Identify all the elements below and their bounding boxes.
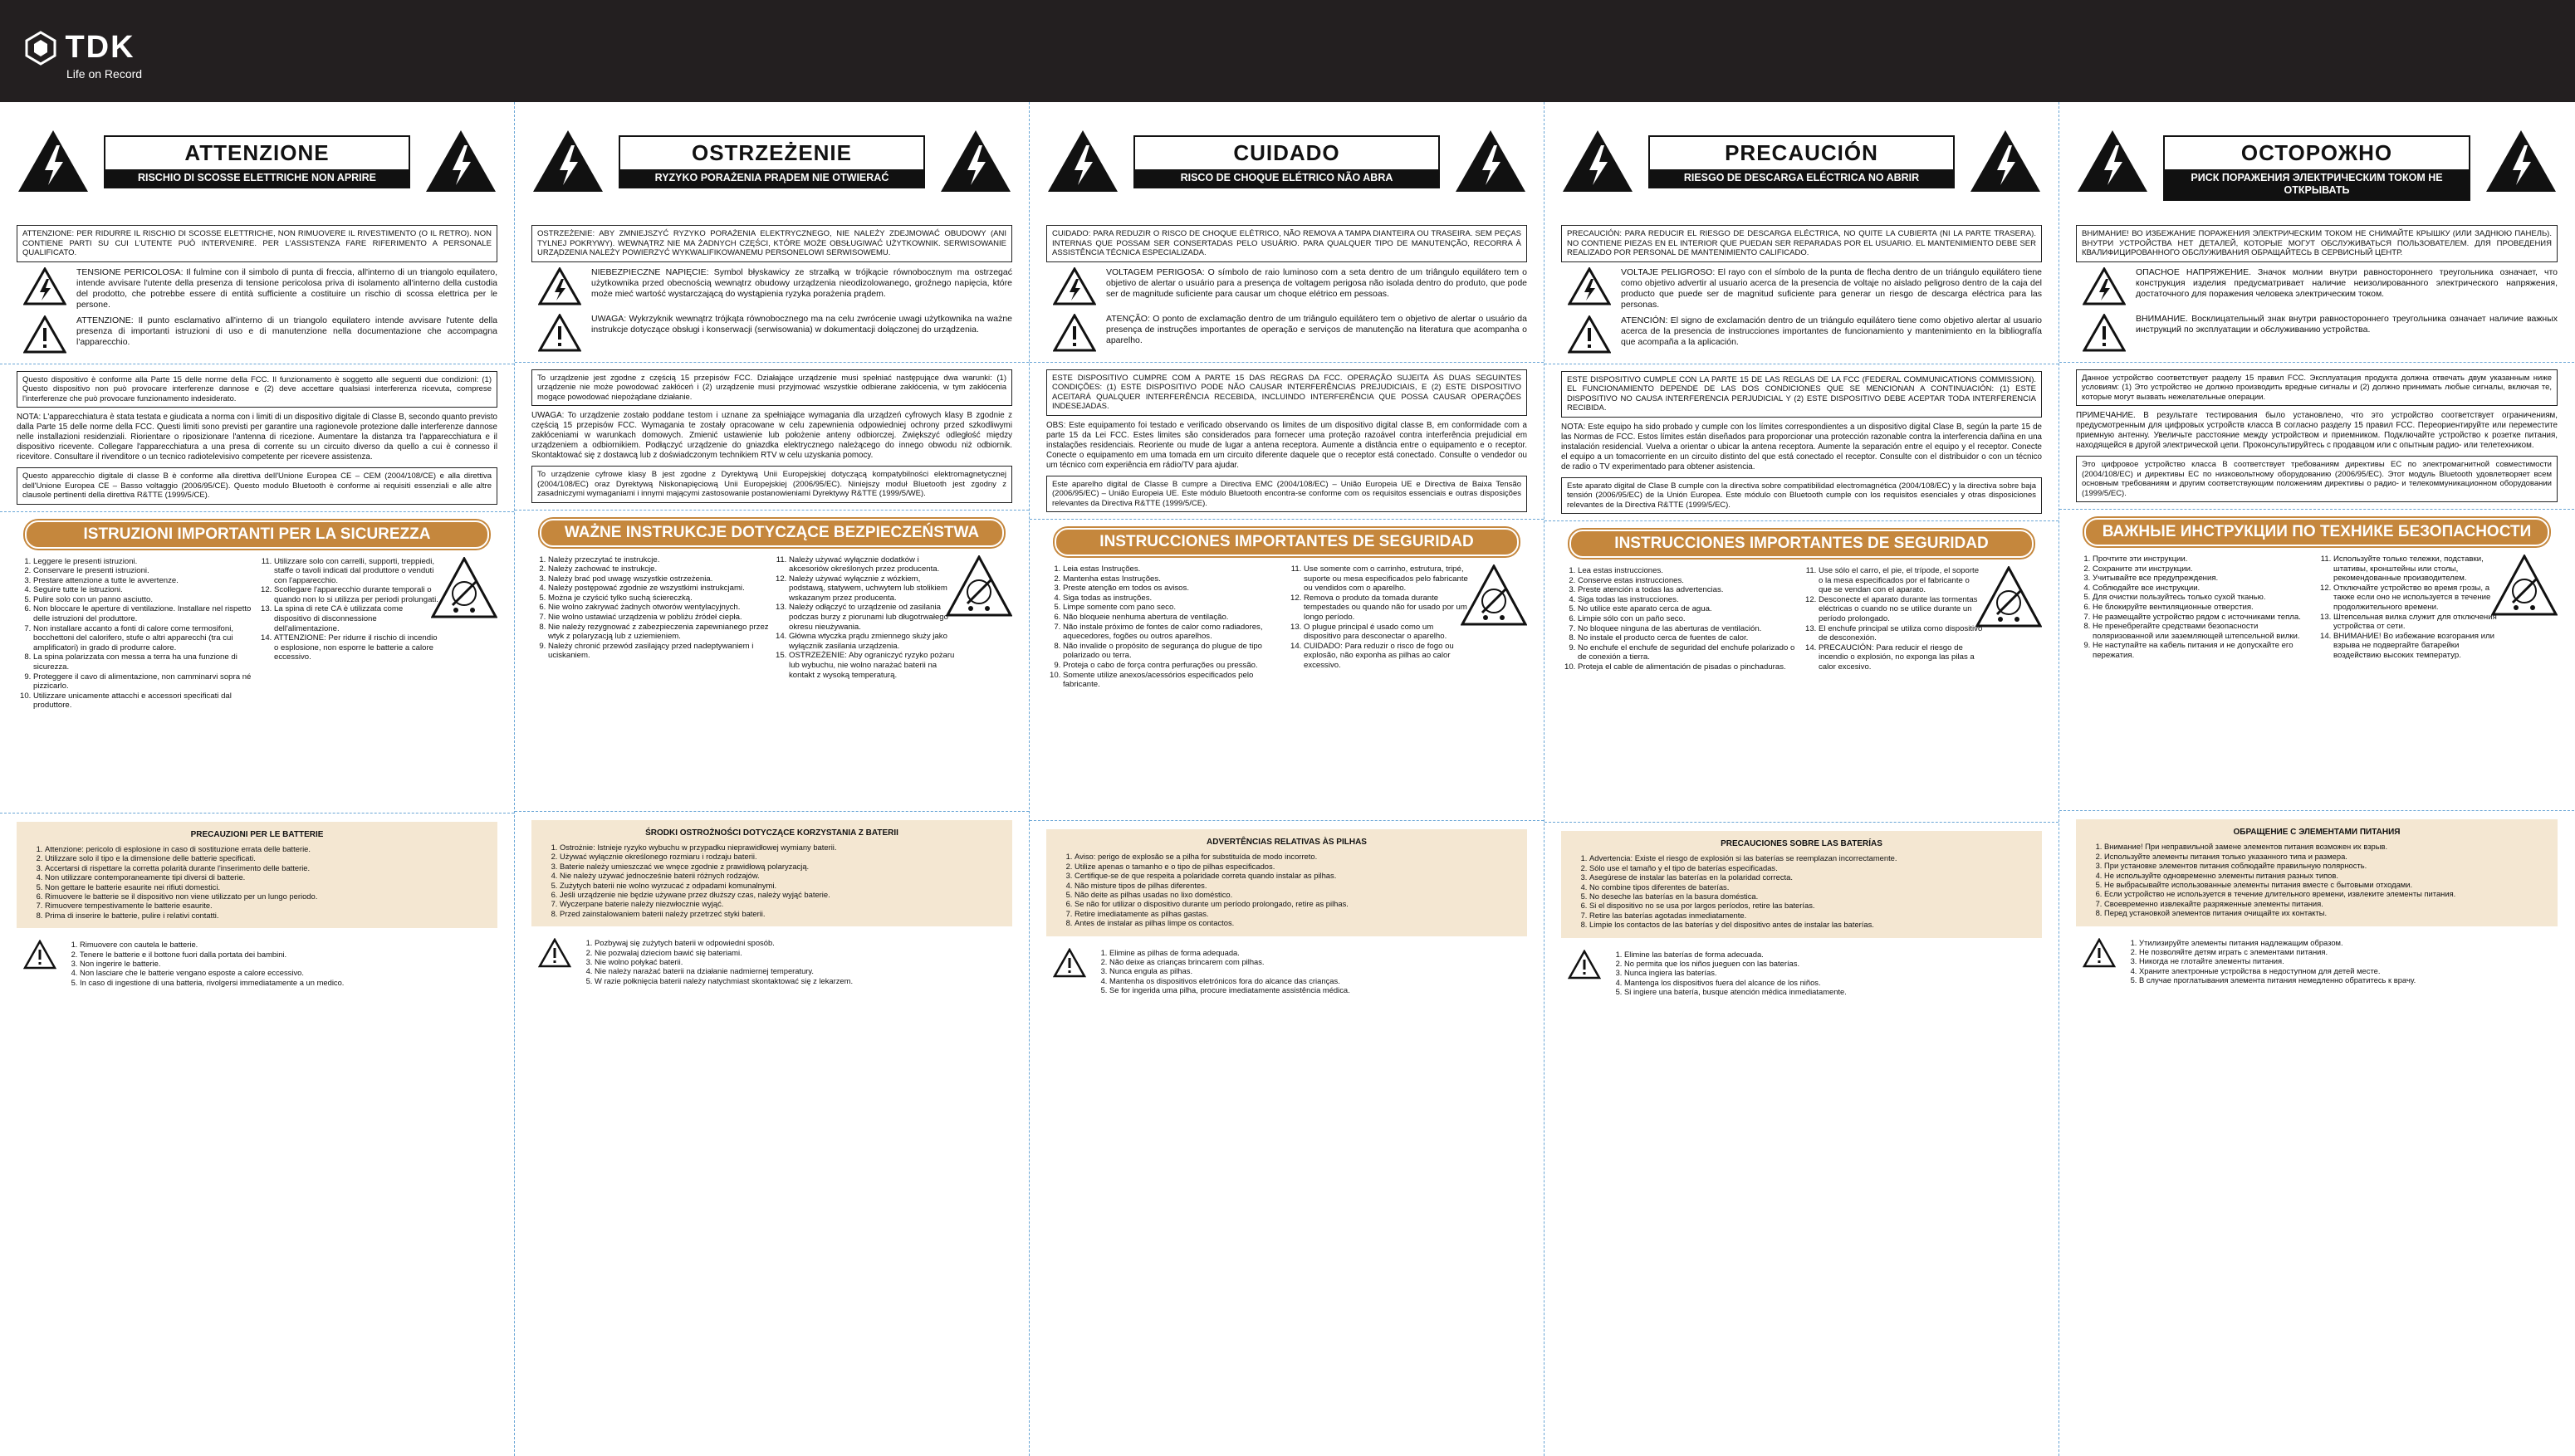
- dangerous-voltage-text: TENSIONE PERICOLOSA: Il fulmine con il simbolo di punta di freccia, all'interno di un triangolo equilatero, intende avvisare l'utente della presenza di tensione pericolosa priva di isolamento all'interno della custodia del prodotto, che potrebbe essere di entità sufficiente a costituire un rischio di scossa elettrica per le persone.: [76, 266, 497, 310]
- list-item: 4. Не используйте одновременно элементы питания разных типов.: [2104, 871, 2546, 880]
- list-item: 6. Se não for utilizar o dispositivo durante um período prolongado, retire as pilhas.: [1075, 899, 1515, 908]
- list-item: 7. Nie wolno ustawiać urządzenia w pobliżu źródeł ciepła.: [548, 613, 772, 623]
- cart-warning-icon: [1461, 564, 1527, 626]
- safety-list-1: [1046, 564, 1287, 690]
- lightning-triangle-icon: [2083, 267, 2126, 305]
- list-item: 9. Proteggere il cavo di alimentazione, non camminarvi sopra né pizzicarlo.: [33, 672, 257, 691]
- safety-list-2: [257, 557, 440, 663]
- list-item: 8. Prima di inserire le batterie, pulire i relativi contatti.: [45, 911, 486, 920]
- list-item: 9. Należy chronić przewód zasilający przed nadeptywaniem i uciskaniem.: [548, 642, 772, 661]
- list-item: 2. Sólo use el tamaño y el tipo de baterías especificadas.: [1589, 863, 2030, 872]
- battery-disposal: [1046, 948, 1527, 995]
- dangerous-voltage-text: VOLTAGEM PERIGOSA: O símbolo de raio luminoso com a seta dentro de um triângulo equilátero tem o objetivo de alertar o usuário para a presença de voltagem perigosa não isolada dentro do produto, que pode ser de magnitude suficiente para causar um choque elétrico em pessoas.: [1106, 266, 1527, 299]
- warning-title: OSTRZEŻENIE: [691, 140, 852, 165]
- dangerous-voltage-note: [2076, 267, 2558, 309]
- list-item: 12. Отключайте устройство во время грозы, а также если оно не используется в течение продолжительного времени.: [2333, 584, 2499, 613]
- list-item: 12. Scollegare l'apparecchio durante temporali o quando non lo si utilizza per periodi prolungati.: [274, 585, 440, 604]
- safety-list-1: [531, 555, 772, 662]
- list-item: 1. Ostrożnie: Istnieje ryzyko wybuchu w przypadku nieprawidłowej wymiany baterii.: [560, 843, 1001, 852]
- dangerous-voltage-text: VOLTAJE PELIGROSO: El rayo con el símbolo de la punta de flecha dentro de un triángulo equilátero tiene como objetivo advertir al usuario acerca de la presencia de voltaje no aislado peligroso dentro de la caja del producto que puede ser de magnitud suficiente para generar un riesgo de descarga eléctrica para las personas.: [1621, 266, 2042, 310]
- safety-list-2: [772, 555, 955, 681]
- ce-statement: Este aparelho digital de Classe B cumpre a Directiva EMC (2004/108/EC) – União Europeia UE e Directiva de Baixa Tensão (2006/95/EC) – União Europeia UE. Este módulo Bluetooth encontra-se conforme com os requisitos essenciais e outras disposições relevantes da Directiva R&TTE (1999/5/CE).: [1046, 476, 1527, 513]
- fcc-note: NOTA: L'apparecchiatura è stata testata e giudicata a norma con i limiti di un dispositivo digitale di Classe B, secondo quanto previsto dalla Parte 15 delle norme della FCC. Questi limiti sono previsti per garantire una ragionevole protezione dalle interferenze dannose nelle installazioni residenziali. Riorientare o riposizionare l'antenna di ricezione. Aumentare la distanza tra l'apparecchiatura e il dispositivo ricevente. Collegare l'apparecchiatura a una presa di corrente su un circuito diverso da quello a cui è connesso il ricevitore. Consultare il rivenditore o un tecnico radiotelevisivo competente per ricevere assistenza.: [17, 413, 497, 462]
- divider: [2059, 810, 2574, 811]
- battery-list: [1573, 853, 2030, 929]
- list-item: 2. Utilizzare solo il tipo e la dimensione delle batterie specificati.: [45, 853, 486, 862]
- warning-header: [531, 120, 1012, 220]
- list-item: 8. Limpie los contactos de las baterías y del dispositivo antes de instalar las baterías.: [1589, 920, 2030, 929]
- list-item: 2. Używać wyłącznie określonego rozmiaru i rodzaju baterii.: [560, 852, 1001, 861]
- list-item: 3. Accertarsi di rispettare la corretta polarità durante l'inserimento delle batterie.: [45, 863, 486, 872]
- list-item: 11. Należy używać wyłącznie dodatków i akcesoriów określonych przez producenta.: [789, 555, 955, 574]
- list-item: 3. Nunca ingiera las baterías.: [1624, 968, 2042, 977]
- fcc-note: ПРИМЕЧАНИЕ. В результате тестирования было установлено, что это устройство соответствует ограничениям, предусмотренным для цифровых устройств класса B согласно разделу 15 правил FCC. Переориентируйте или переместите приемную антенну. Увеличьте расстояние между устройством и приемником. Подключайте устройство к розетке питания, находящейся в другой электрической цепи. Проконсультируйтесь с продавцом или с опытным радио- или телетехником.: [2076, 411, 2558, 450]
- intro-warning: OSTRZEŻENIE: ABY ZMNIEJSZYĆ RYZYKO PORAŻENIA ELEKTRYCZNEGO, NIE NALEŻY ZDEJMOWAĆ OBUDOWY (ANI TYLNEJ POKRYWY). WEWNĄTRZ NIE MA ŻADNYCH CZĘŚCI, KTÓRE MOŻE OBSŁUGIWAĆ UŻYTKOWNIK. SERWISOWANIE URZĄDZENIA NALEŻY POWIERZYĆ WYKWALIFIKOWANEMU PERSONELOWI SERWISOWEMU.: [531, 225, 1012, 262]
- list-item: 7. Rimuovere tempestivamente le batterie esaurite.: [45, 901, 486, 910]
- safety-banner: INSTRUCCIONES IMPORTANTES DE SEGURIDAD: [1569, 530, 2034, 558]
- safety-list-1: [2076, 555, 2317, 661]
- list-item: 14. CUIDADO: Para reduzir o risco de fogo ou explosão, não exponha as pilhas ao calor excessivo.: [1304, 642, 1470, 671]
- lightning-triangle-icon: [23, 267, 66, 305]
- list-item: 3. Należy brać pod uwagę wszystkie ostrzeżenia.: [548, 574, 772, 584]
- list-item: 3. Certifique-se de que respeita a polaridade correta quando instalar as pilhas.: [1075, 871, 1515, 880]
- list-item: 6. Jeśli urządzenie nie będzie używane przez dłuższy czas, należy wyjąć baterie.: [560, 890, 1001, 899]
- list-item: 4. Non utilizzare contemporaneamente tipi diversi di batterie.: [45, 872, 486, 882]
- list-item: 1. Elimine las baterías de forma adecuada.: [1624, 950, 2042, 959]
- language-column-it: [0, 102, 515, 1456]
- list-item: 5. Для очистки пользуйтесь только сухой тканью.: [2093, 593, 2317, 603]
- list-item: 14. PRECAUCIÓN: Para reducir el riesgo de incendio o explosión, no exponga las pilas a calor excesivo.: [1819, 643, 1985, 672]
- list-item: 8. No instale el producto cerca de fuentes de calor.: [1578, 633, 1802, 643]
- list-item: 4. Mantenga los dispositivos fuera del alcance de los niños.: [1624, 978, 2042, 987]
- battery-list: [28, 844, 486, 920]
- battery-precautions: [531, 820, 1012, 927]
- safety-instructions: [531, 555, 1012, 804]
- ce-statement: Questo apparecchio digitale di classe B è conforme alla direttiva dell'Unione Europea CE – CEM (2004/108/CE) e alla direttiva dell'Unione Europea CE – Basso voltaggio (2006/95/CE). Questo modulo Bluetooth è conforme ai requisiti essenziali e alle altre clausole pertinenti della direttiva R&TTE (1999/5/CE).: [17, 467, 497, 505]
- list-item: 7. Não instale próximo de fontes de calor como radiadores, aquecedores, fogões ou outros aparelhos.: [1063, 623, 1287, 642]
- divider: [515, 362, 1029, 363]
- warning-header: [1046, 120, 1527, 220]
- list-item: 3. При установке элементов питания соблюдайте правильную полярность.: [2104, 861, 2546, 870]
- battery-disposal: [2076, 938, 2558, 985]
- list-item: 5. Не выбрасывайте использованные элементы питания вместе с бытовыми отходами.: [2104, 880, 2546, 889]
- list-item: 2. Conserve estas instrucciones.: [1578, 576, 1802, 586]
- list-item: 2. Не позволяйте детям играть с элементами питания.: [2139, 947, 2558, 956]
- fcc-note: NOTA: Este equipo ha sido probado y cumple con los límites correspondientes a un dispositivo digital Clase B, según la parte 15 de las Normas de FCC. Estos límites están diseñados para proporcionar una protección razonable contra la interferencia dañina en una instalación residencial. Vuelva a orientar o ubicar la antena receptora. Aumente la separación entre el equipo y el receptor. Conecte el equipo a un tomacorriente en un circuito distinto del que está conectado el receptor. Consulte con el distribuidor o con un técnico de radio o TV experimentado para obtener asistencia.: [1561, 422, 2042, 471]
- list-item: 8. Не пренебрегайте средствами безопасности поляризованной или заземляющей штепсельной вилки.: [2093, 622, 2317, 641]
- battery-precautions: [17, 822, 497, 929]
- shock-warning-icon: [1561, 129, 1634, 193]
- list-item: 14. ВНИМАНИЕ! Во избежание возгорания или взрыва не подвергайте батарейки воздействию высоких температур.: [2333, 632, 2499, 661]
- safety-list-1: [1561, 566, 1802, 672]
- list-item: 6. Si el dispositivo no se usa por largos períodos, retire las baterías.: [1589, 901, 2030, 910]
- list-item: 4. Nie należy narażać baterii na działanie nadmiernej temperatury.: [595, 966, 1012, 975]
- lightning-triangle-icon: [1053, 267, 1096, 305]
- warning-title-box: [619, 135, 925, 188]
- ce-statement: Este aparato digital de Clase B cumple con la directiva sobre compatibilidad electromagnética (2004/108/EC) y la directiva sobre baja tensión (2006/95/EC) de la Unión Europea. Este módulo con Bluetooth cumple con los requisitos esenciales y otras disposiciones relevantes de la Directiva R&TTE (1999/5/EC).: [1561, 477, 2042, 515]
- lightning-triangle-icon: [1568, 267, 1611, 305]
- list-item: 4. Mantenha os dispositivos eletrónicos fora do alcance das crianças.: [1109, 976, 1527, 985]
- list-item: 2. Tenere le batterie e il bottone fuori dalla portata dei bambini.: [80, 950, 497, 959]
- intro-warning: CUIDADO: PARA REDUZIR O RISCO DE CHOQUE ELÉTRICO, NÃO REMOVA A TAMPA DIANTEIRA OU TRASEIRA. SEM PEÇAS INTERNAS QUE POSSAM SER CONSERTADAS PELO USUÁRIO. PARA QUALQUER TIPO DE MANUTENÇÃO, RECORRA À ASSISTÊNCIA TÉCNICA ESPECIALIZADA.: [1046, 225, 1527, 262]
- list-item: 6. Nie wolno zakrywać żadnych otworów wentylacyjnych.: [548, 603, 772, 613]
- list-item: 11. Use sólo el carro, el pie, el trípode, el soporte o la mesa especificados por el fabricante o que se vendan con el aparato.: [1819, 566, 1985, 595]
- exclamation-triangle-icon: [538, 314, 581, 352]
- list-item: 3. Preste atenção em todos os avisos.: [1063, 584, 1287, 594]
- tdk-mark-icon: [23, 31, 58, 66]
- list-item: 2. Nie pozwalaj dzieciom bawić się bateriami.: [595, 948, 1012, 957]
- list-item: 1. Leggere le presenti istruzioni.: [33, 557, 257, 567]
- list-item: 7. No bloquee ninguna de las aberturas de ventilación.: [1578, 624, 1802, 634]
- fcc-statement: To urządzenie jest zgodne z częścią 15 przepisów FCC. Działające urządzenie musi spełniać następujące dwa warunki: (1) urządzenie nie może powodować zakłóceń i (2) urządzenie musi przyjmować wszystkie odbierane zakłócenia, w tym zakłócenia mogące powodować niepożądane działanie.: [531, 369, 1012, 407]
- warning-title: ATTENZIONE: [184, 140, 330, 165]
- list-item: 7. Retire las baterías agotadas inmediatamente.: [1589, 911, 2030, 920]
- disposal-list: [578, 938, 1012, 985]
- list-item: 7. Wyczerpane baterie należy niezwłocznie wyjąć.: [560, 899, 1001, 908]
- tdk-logo: [23, 30, 142, 81]
- cart-warning-icon: [1975, 566, 2042, 628]
- battery-precautions: [1046, 829, 1527, 936]
- warning-header: [17, 120, 497, 220]
- divider: [0, 511, 514, 512]
- safety-list-2: [1802, 566, 1985, 672]
- list-item: 7. Не размещайте устройство рядом с источниками тепла.: [2093, 613, 2317, 623]
- battery-disposal: [531, 938, 1012, 985]
- battery-list: [2088, 842, 2546, 917]
- exclamation-triangle-icon: [1053, 314, 1096, 352]
- safety-banner: ВАЖНЫЕ ИНСТРУКЦИИ ПО ТЕХНИКЕ БЕЗОПАСНОСТИ: [2084, 518, 2549, 546]
- list-item: 11. Use somente com o carrinho, estrutura, tripé, suporte ou mesa especificados pelo fabricante ou vendidos com o aparelho.: [1304, 564, 1470, 594]
- battery-list: [1058, 852, 1515, 927]
- divider: [1545, 520, 2059, 521]
- list-item: 4. Należy postępować zgodnie ze wszystkimi instrukcjami.: [548, 584, 772, 594]
- dangerous-voltage-note: [1046, 267, 1527, 309]
- list-item: 5. Można je czyścić tylko suchą ściereczką.: [548, 594, 772, 603]
- list-item: 5. В случае проглатывания элемента питания немедленно обратитесь к врачу.: [2139, 975, 2558, 985]
- list-item: 5. Pulire solo con un panno asciutto.: [33, 595, 257, 605]
- safety-instructions: [1561, 566, 2042, 815]
- list-item: 5. In caso di ingestione di una batteria, rivolgersi immediatamente a un medico.: [80, 978, 497, 987]
- shock-warning-icon: [17, 129, 90, 193]
- list-item: 5. Limpe somente com pano seco.: [1063, 603, 1287, 613]
- list-item: 13. La spina di rete CA è utilizzata come dispositivo di disconnessione dell'alimentazione.: [274, 604, 440, 633]
- divider: [1030, 820, 1544, 821]
- list-item: 4. Соблюдайте все инструкции.: [2093, 584, 2317, 594]
- divider: [1030, 519, 1544, 520]
- list-item: 5. Se for ingerida uma pilha, procure imediatamente assistência médica.: [1109, 985, 1527, 994]
- shock-warning-icon: [531, 129, 605, 193]
- shock-warning-icon: [1046, 129, 1119, 193]
- list-item: 5. W razie połknięcia baterii należy natychmiast skontaktować się z lekarzem.: [595, 976, 1012, 985]
- lightning-triangle-icon: [538, 267, 581, 305]
- attention-note: [17, 315, 497, 357]
- language-column-pl: [515, 102, 1030, 1456]
- ce-statement: Это цифровое устройство класса B соответствует требованиям директивы ЕС по электромагнитной совместимости (2004/108/EC) и директивы ЕС по низковольтному оборудованию (2006/95/EC). Этот модуль Bluetooth удовлетворяет всем основным требованиям и другим соответствующим положениям директивы о радио- и телекоммуникационном оборудовании (1999/5/EC).: [2076, 456, 2558, 502]
- list-item: 6. Если устройство не используется в течение длительного времени, извлеките элементы питания.: [2104, 889, 2546, 898]
- intro-warning: ВНИМАНИЕ! ВО ИЗБЕЖАНИЕ ПОРАЖЕНИЯ ЭЛЕКТРИЧЕСКИМ ТОКОМ НЕ СНИМАЙТЕ КРЫШКУ (ИЛИ ЗАДНЮЮ ПАНЕЛЬ). ВНУТРИ УСТРОЙСТВА НЕТ ДЕТАЛЕЙ, КОТОРЫЕ МОГУТ ОБСЛУЖИВАТЬСЯ ПОЛЬЗОВАТЕЛЕМ. ДЛЯ ПРОВЕДЕНИЯ КВАЛИФИЦИРОВАННОГО ОБСЛУЖИВАНИЯ ОБРАЩАЙТЕСЬ В СЕРВИСНЫЙ ЦЕНТР.: [2076, 225, 2558, 262]
- list-item: 11. Utilizzare solo con carrelli, supporti, treppiedi, staffe o tavoli indicati dal produttore o venduti con l'apparecchio.: [274, 557, 440, 586]
- list-item: 4. Siga todas as instruções.: [1063, 594, 1287, 603]
- safety-instructions: [1046, 564, 1527, 814]
- fcc-statement: ESTE DISPOSITIVO CUMPLE CON LA PARTE 15 DE LAS REGLAS DE LA FCC (FEDERAL COMMUNICATIONS COMMISSION). EL FUNCIONAMIENTO DEPENDE DE LAS DOS CONDICIONES QUE SE MENCIONAN A CONTINUACIÓN: (1) ESTE DISPOSITIVO NO CAUSA INTERFERENCIA PERJUDICIAL Y (2) ESTE DISPOSITIVO DEBE ACEPTAR TODA INTERFERENCIA RECIBIDA.: [1561, 371, 2042, 418]
- list-item: 10. Somente utilize anexos/acessórios especificados pelo fabricante.: [1063, 671, 1287, 690]
- list-item: 6. Rimuovere le batterie se il dispositivo non viene utilizzato per un lungo periodo.: [45, 892, 486, 901]
- warning-subtitle: RIESGO DE DESCARGA ELÉCTRICA NO ABRIR: [1650, 169, 1953, 187]
- shock-warning-icon: [1969, 129, 2042, 193]
- list-item: 9. Proteja o cabo de força contra perfurações ou pressão.: [1063, 661, 1287, 671]
- list-item: 5. No deseche las baterías en la basura doméstica.: [1589, 892, 2030, 901]
- attention-note: [1046, 314, 1527, 355]
- fcc-statement: ESTE DISPOSITIVO CUMPRE COM A PARTE 15 DAS REGRAS DA FCC. OPERAÇÃO SUJEITA ÀS DUAS SEGUINTES CONDIÇÕES: (1) ESTE DISPOSITIVO PODE NÃO CAUSAR INTERFERÊNCIAS PREJUDICIAIS, E (2) ESTE DISPOSITIVO ACEITARÁ QUALQUER INTERFERÊNCIA RECEBIDA, INCLUINDO INTERFERÊNCIA QUE POSSA CAUSAR OPERAÇÕES INDESEJADAS.: [1046, 369, 1527, 416]
- warning-subtitle: РИСК ПОРАЖЕНИЯ ЭЛЕКТРИЧЕСКИМ ТОКОМ НЕ ОТКРЫВАТЬ: [2165, 169, 2469, 199]
- list-item: 4. Храните электронные устройства в недоступном для детей месте.: [2139, 966, 2558, 975]
- list-item: 3. Nunca engula as pilhas.: [1109, 966, 1527, 975]
- divider: [515, 510, 1029, 511]
- list-item: 1. Прочтите эти инструкции.: [2093, 555, 2317, 564]
- shock-warning-icon: [1454, 129, 1527, 193]
- language-columns: [0, 102, 2575, 1456]
- list-item: 12. Należy używać wyłącznie z wózkiem, podstawą, statywem, uchwytem lub stolikiem wskazanym przez producenta.: [789, 574, 955, 603]
- list-item: 12. Remova o produto da tomada durante tempestades ou quando não for usado por um longo período.: [1304, 594, 1470, 623]
- list-item: 4. No combine tipos diferentes de baterías.: [1589, 882, 2030, 892]
- attention-note: [531, 314, 1012, 355]
- list-item: 8. Não invalide o propósito de segurança do plugue de tipo polarizado ou terra.: [1063, 642, 1287, 661]
- safety-banner: WAŻNE INSTRUKCJE DOTYCZĄCE BEZPIECZEŃSTWA: [540, 519, 1004, 547]
- list-item: 5. Zużytych baterii nie wolno wyrzucać z odpadami komunalnymi.: [560, 881, 1001, 890]
- safety-list-2: [1287, 564, 1470, 671]
- exclamation-triangle-icon: [2083, 314, 2126, 352]
- list-item: 6. Не блокируйте вентиляционные отверстия.: [2093, 603, 2317, 613]
- disposal-list: [1093, 948, 1527, 995]
- battery-list: [543, 843, 1001, 918]
- disposal-list: [63, 940, 497, 987]
- battery-title: ŚRODKI OSTROŻNOŚCI DOTYCZĄCE KORZYSTANIA Z BATERII: [645, 828, 898, 838]
- list-item: 13. Штепсельная вилка служит для отключения устройства от сети.: [2333, 613, 2499, 632]
- dangerous-voltage-note: [531, 267, 1012, 309]
- warning-header: [1561, 120, 2042, 220]
- fcc-note: UWAGA: To urządzenie zostało poddane testom i uznane za spełniające wymagania dla urządzeń cyfrowych klasy B zgodnie z częścią 15 przepisów FCC. Wymagania te zostały opracowane w celu zapewnienia odpowiedniej ochrony przed szkodliwymi zakłóceniami w warunkach domowych. Zmienić ustawienie lub położenie anteny odbiorczej. Zwiększyć odległość między urządzeniem a odbiornikiem. Podłączyć urządzenie do gniazdka elektrycznego należącego do innego obwodu niż odbiornik. Skontaktować się z dostawcą lub z doświadczonym technikiem RTV w celu uzyskania pomocy.: [531, 411, 1012, 460]
- divider: [0, 813, 514, 814]
- list-item: 1. Leia estas Instruções.: [1063, 564, 1287, 574]
- safety-banner: INSTRUCCIONES IMPORTANTES DE SEGURIDAD: [1055, 528, 1519, 556]
- dangerous-voltage-text: ОПАСНОЕ НАПРЯЖЕНИЕ. Значок молнии внутри равностороннего треугольника означает, что конструкция изделия предусматривает наличие неизолированного электрического напряжения, достаточного для поражения человека электрическим током.: [2136, 266, 2558, 299]
- list-item: 3. Учитывайте все предупреждения.: [2093, 574, 2317, 584]
- list-item: 12. Desconecte el aparato durante las tormentas eléctricas o cuando no se utilice durante un período prolongado.: [1819, 595, 1985, 624]
- battery-disposal: [1561, 950, 2042, 997]
- list-item: 3. Non ingerire le batterie.: [80, 959, 497, 968]
- exclamation-triangle-icon: [1568, 315, 1611, 354]
- list-item: 2. Используйте элементы питания только указанного типа и размера.: [2104, 852, 2546, 861]
- list-item: 10. Utilizzare unicamente attacchi e accessori specificati dal produttore.: [33, 691, 257, 711]
- language-column-pt: [1030, 102, 1545, 1456]
- attention-text: ATENCIÓN: El signo de exclamación dentro de un triángulo equilátero tiene como objetivo alertar al usuario acerca de la presencia de instrucciones importantes de funcionamiento y mantenimiento en la bibliografía que acompaña a la aplicación.: [1621, 315, 2042, 347]
- list-item: 5. Non gettare le batterie esaurite nei rifiuti domestici.: [45, 882, 486, 892]
- list-item: 7. Retire imediatamente as pilhas gastas.: [1075, 909, 1515, 918]
- language-column-ru: [2059, 102, 2574, 1456]
- list-item: 1. Lea estas instrucciones.: [1578, 566, 1802, 576]
- warning-header: [2076, 120, 2558, 220]
- list-item: 6. Non bloccare le aperture di ventilazione. Installare nel rispetto delle istruzioni del produttore.: [33, 604, 257, 623]
- list-item: 1. Attenzione: pericolo di esplosione in caso di sostituzione errata delle batterie.: [45, 844, 486, 853]
- list-item: 5. Si ingiere una batería, busque atención médica inmediatamente.: [1624, 987, 2042, 996]
- list-item: 4. Não misture tipos de pilhas diferentes.: [1075, 881, 1515, 890]
- list-item: 11. Используйте только тележки, подставки, штативы, кронштейны или столы, рекомендованные производителем.: [2333, 555, 2499, 584]
- warning-subtitle: RYZYKO PORAŻENIA PRĄDEM NIE OTWIERAĆ: [620, 169, 923, 187]
- battery-title: PRECAUZIONI PER LE BATTERIE: [190, 829, 324, 839]
- divider: [1030, 362, 1544, 363]
- fcc-statement: Данное устройство соответствует разделу 15 правил FCC. Эксплуатация продукта должна отвечать двум указанным ниже условиям: (1) Это устройство не должно производить вредные сигналы и (2) должно принимать любые сигналы, включая те, которые могут вызвать нежелательные операции.: [2076, 369, 2558, 407]
- list-item: 8. Nie należy rezygnować z zabezpieczenia zapewnianego przez wtyk z polaryzacją lub z uziemieniem.: [548, 623, 772, 642]
- battery-precautions: [2076, 819, 2558, 926]
- battery-disposal: [17, 940, 497, 987]
- attention-text: UWAGA: Wykrzyknik wewnątrz trójkąta równobocznego ma na celu zwrócenie uwagi użytkownika na ważne instrukcje dotyczące obsługi i konserwacji (serwisowania) w dokumentacji dołączonej do urządzenia.: [591, 313, 1012, 335]
- list-item: 4. Siga todas las instrucciones.: [1578, 595, 1802, 605]
- ce-statement: To urządzenie cyfrowe klasy B jest zgodne z Dyrektywą Unii Europejskiej dotyczącą kompatybilności elektromagnetycznej (2004/108/EC) oraz Dyrektywą Niskonapięciową Unii Europejskiej (2006/95/EC). Niniejszy moduł Bluetooth jest zgodny z zasadniczymi wymaganiami i innymi mającymi zastosowanie postanowieniami Dyrektywy R&TTE (1999/5/WE).: [531, 466, 1012, 503]
- list-item: 8. Przed zainstalowaniem baterii należy przetrzeć styki baterii.: [560, 909, 1001, 918]
- battery-title: ОБРАЩЕНИЕ С ЭЛЕМЕНТАМИ ПИТАНИЯ: [2233, 828, 2401, 837]
- list-item: 2. Сохраните эти инструкции.: [2093, 564, 2317, 574]
- fcc-statement: Questo dispositivo è conforme alla Parte 15 delle norme della FCC. Il funzionamento è soggetto alle seguenti due condizioni: (1) Questo dispositivo non può provocare interferenze dannose e (2) deve accettare qualsiasi interferenza ricevuta, comprese l'interferenze che può provocare funzionamento indesiderato.: [17, 371, 497, 408]
- warning-triangle-icon: [23, 940, 56, 970]
- divider: [515, 811, 1029, 812]
- list-item: 7. Non installare accanto a fonti di calore come termosifoni, bocchettoni del calorifero, stufe o altri apparecchi (tra cui amplificatori) in grado di produrre calore.: [33, 624, 257, 653]
- list-item: 10. Proteja el cable de alimentación de pisadas o pinchaduras.: [1578, 662, 1802, 672]
- shock-warning-icon: [2484, 129, 2558, 193]
- list-item: 3. Asegúrese de instalar las baterías en la polaridad correcta.: [1589, 872, 2030, 882]
- warning-title-box: [104, 135, 410, 188]
- list-item: 3. Prestare attenzione a tutte le avvertenze.: [33, 576, 257, 586]
- list-item: 8. La spina polarizzata con messa a terra ha una funzione di sicurezza.: [33, 652, 257, 672]
- dangerous-voltage-note: [17, 267, 497, 310]
- warning-title-box: [1133, 135, 1440, 188]
- list-item: 8. Перед установкой элементов питания очищайте их контакты.: [2104, 908, 2546, 917]
- list-item: 3. Baterie należy umieszczać we wnęce zgodnie z prawidłową polaryzacją.: [560, 862, 1001, 871]
- brand-name: TDK: [65, 30, 135, 65]
- list-item: 15. OSTRZEŻENIE: Aby ograniczyć ryzyko pożaru lub wybuchu, nie wolno narażać baterii na kontakt z wysoką temperaturą.: [789, 651, 955, 680]
- list-item: 6. Limpie sólo con un paño seco.: [1578, 614, 1802, 624]
- safety-instructions: [17, 557, 497, 806]
- warning-triangle-icon: [2083, 938, 2116, 968]
- list-item: 1. Rimuovere con cautela le batterie.: [80, 940, 497, 949]
- list-item: 4. Seguire tutte le istruzioni.: [33, 585, 257, 595]
- top-bar: [0, 0, 2575, 102]
- list-item: 7. Своевременно извлекайте разряженные элементы питания.: [2104, 899, 2546, 908]
- list-item: 2. Utilize apenas o tamanho e o tipo de pilhas especificados.: [1075, 862, 1515, 871]
- attention-note: [1561, 315, 2042, 357]
- list-item: 1. Утилизируйте элементы питания надлежащим образом.: [2139, 938, 2558, 947]
- list-item: 1. Aviso: perigo de explosão se a pilha for substituída de modo incorreto.: [1075, 852, 1515, 861]
- cart-warning-icon: [2491, 555, 2558, 616]
- attention-text: ATENÇÃO: O ponto de exclamação dentro de um triângulo equilátero tem o objetivo de alertar o usuário da presença de instruções importantes de operação e serviços de manutenção na literatura que acompanha o aparelho.: [1106, 313, 1527, 345]
- list-item: 13. O plugue principal é usado como um dispositivo para desconectar o aparelho.: [1304, 623, 1470, 642]
- warning-title: PRECAUCIÓN: [1725, 140, 1878, 165]
- warning-triangle-icon: [1053, 948, 1086, 978]
- dangerous-voltage-text: NIEBEZPIECZNE NAPIĘCIE: Symbol błyskawicy ze strzałką w trójkącie równobocznym ma ostrzegać użytkownika przed obecnością wewnątrz obudowy urządzenia nieodizolowanego, groźnego napięcia, które może mieć wartość wystarczającą do wystąpienia ryzyka porażenia prądem.: [591, 266, 1012, 299]
- list-item: 3. Никогда не глотайте элементы питания.: [2139, 956, 2558, 965]
- shock-warning-icon: [939, 129, 1012, 193]
- list-item: 14. Główna wtyczka prądu zmiennego służy jako wyłącznik zasilania urządzenia.: [789, 632, 955, 651]
- intro-warning: PRECAUCIÓN: PARA REDUCIR EL RIESGO DE DESCARGA ELÉCTRICA, NO QUITE LA CUBIERTA (NI LA PARTE TRASERA). NO CONTIENE PIEZAS EN EL INTERIOR QUE PUEDAN SER REPARADAS POR EL USUARIO. EL MANTENIMIENTO DEBE SER REALIZADO POR PERSONAL DE MANTENIMIENTO CALIFICADO.: [1561, 225, 2042, 262]
- language-column-es: [1545, 102, 2059, 1456]
- list-item: 3. Nie wolno połykać baterii.: [595, 957, 1012, 966]
- list-item: 1. Elimine as pilhas de forma adequada.: [1109, 948, 1527, 957]
- list-item: 3. Preste atención a todas las advertencias.: [1578, 585, 1802, 595]
- warning-title-box: [2163, 135, 2470, 201]
- attention-text: ВНИМАНИЕ. Восклицательный знак внутри равностороннего треугольника означает наличие важных инструкций по эксплуатации и обслуживанию устройства.: [2136, 313, 2558, 335]
- intro-warning: ATTENZIONE: PER RIDURRE IL RISCHIO DI SCOSSE ELETTRICHE, NON RIMUOVERE IL RIVESTIMENTO (O IL RETRO). NON CONTIENE PARTI SU CUI L'UTENTE PUÒ INTERVENIRE. PER L'ASSISTENZA FARE RIFERIMENTO A PERSONALE QUALIFICATO.: [17, 225, 497, 262]
- safety-instructions: [2076, 555, 2558, 804]
- list-item: 2. Não deixe as crianças brincarem com pilhas.: [1109, 957, 1527, 966]
- battery-precautions: [1561, 831, 2042, 938]
- list-item: 5. Não deite as pilhas usadas no lixo doméstico.: [1075, 890, 1515, 899]
- fcc-note: OBS: Este equipamento foi testado e verificado observando os limites de um dispositivo digital classe B, em conformidade com a parte 15 da Lei FCC. Estes limites são considerados para fornecer uma proteção razoável contra interferência prejudicial em instalações residenciais. Reoriente ou mude de lugar a antena receptora. Aumente a distância entre o equipamento e o receptor. Conecte o equipamento em uma tomada em um circuito diferente daquele que o receptor está conectado. Consulte o vendedor ou um técnico com experiência em rádio/TV para ajudar.: [1046, 420, 1527, 470]
- safety-list-1: [17, 557, 257, 711]
- warning-triangle-icon: [538, 938, 571, 968]
- list-item: 4. Non lasciare che le batterie vengano esposte a calore eccessivo.: [80, 968, 497, 977]
- brand-tagline: Life on Record: [66, 67, 143, 81]
- list-item: 8. Antes de instalar as pilhas limpe os contactos.: [1075, 918, 1515, 927]
- disposal-list: [1608, 950, 2042, 997]
- list-item: 1. Внимание! При неправильной замене элементов питания возможен их взрыв.: [2104, 842, 2546, 851]
- list-item: 5. No utilice este aparato cerca de agua.: [1578, 604, 1802, 614]
- disposal-list: [2122, 938, 2558, 985]
- shock-warning-icon: [424, 129, 497, 193]
- safety-banner: ISTRUZIONI IMPORTANTI PER LA SICUREZZA: [25, 520, 489, 549]
- attention-note: [2076, 314, 2558, 355]
- warning-title: CUIDADO: [1233, 140, 1340, 165]
- list-item: 1. Należy przeczytać te instrukcje.: [548, 555, 772, 565]
- list-item: 9. Не наступайте на кабель питания и не допускайте его пережатия.: [2093, 641, 2317, 660]
- list-item: 13. Należy odłączyć to urządzenie od zasilania podczas burzy z piorunami lub długotrwałego okresu nieużywania.: [789, 603, 955, 632]
- shock-warning-icon: [2076, 129, 2149, 193]
- list-item: 1. Advertencia: Existe el riesgo de explosión si las baterías se reemplazan incorrectamente.: [1589, 853, 2030, 862]
- list-item: 2. Mantenha estas Instruções.: [1063, 574, 1287, 584]
- list-item: 9. No enchufe el enchufe de seguridad del enchufe polarizado o de conexión a tierra.: [1578, 643, 1802, 662]
- list-item: 14. ATTENZIONE: Per ridurre il rischio di incendio o esplosione, non esporre le batterie a calore eccessivo.: [274, 633, 440, 662]
- list-item: 6. Não bloqueie nenhuma abertura de ventilação.: [1063, 613, 1287, 623]
- battery-title: ADVERTÊNCIAS RELATIVAS ÀS PILHAS: [1207, 838, 1367, 847]
- warning-subtitle: RISCO DE CHOQUE ELÉTRICO NÃO ABRA: [1135, 169, 1438, 187]
- dangerous-voltage-note: [1561, 267, 2042, 310]
- safety-list-2: [2317, 555, 2499, 661]
- divider: [2059, 362, 2574, 363]
- battery-title: PRECAUCIONES SOBRE LAS BATERÍAS: [1721, 839, 1882, 848]
- warning-title-box: [1648, 135, 1955, 188]
- list-item: 2. Należy zachować te instrukcje.: [548, 564, 772, 574]
- list-item: 1. Pozbywaj się zużytych baterii w odpowiedni sposób.: [595, 938, 1012, 947]
- divider: [2059, 509, 2574, 510]
- list-item: 13. El enchufe principal se utiliza como dispositivo de desconexión.: [1819, 624, 1985, 643]
- divider: [1545, 822, 2059, 823]
- warning-triangle-icon: [1568, 950, 1601, 980]
- warning-subtitle: RISCHIO DI SCOSSE ELETTRICHE NON APRIRE: [105, 169, 409, 187]
- cart-warning-icon: [431, 557, 497, 618]
- warning-title: ОСТОРОЖНО: [2240, 140, 2393, 165]
- exclamation-triangle-icon: [23, 315, 66, 354]
- list-item: 2. Conservare le presenti istruzioni.: [33, 566, 257, 576]
- list-item: 2. No permita que los niños jueguen con las baterías.: [1624, 959, 2042, 968]
- cart-warning-icon: [946, 555, 1012, 617]
- attention-text: ATTENZIONE: Il punto esclamativo all'interno di un triangolo equilatero intende avvisare l'utente della presenza di importanti istruzioni di uso e di manutenzione nella documentazione che accompagna l'apparecchio.: [76, 315, 497, 347]
- list-item: 4. Nie należy używać jednocześnie baterii różnych rodzajów.: [560, 871, 1001, 880]
